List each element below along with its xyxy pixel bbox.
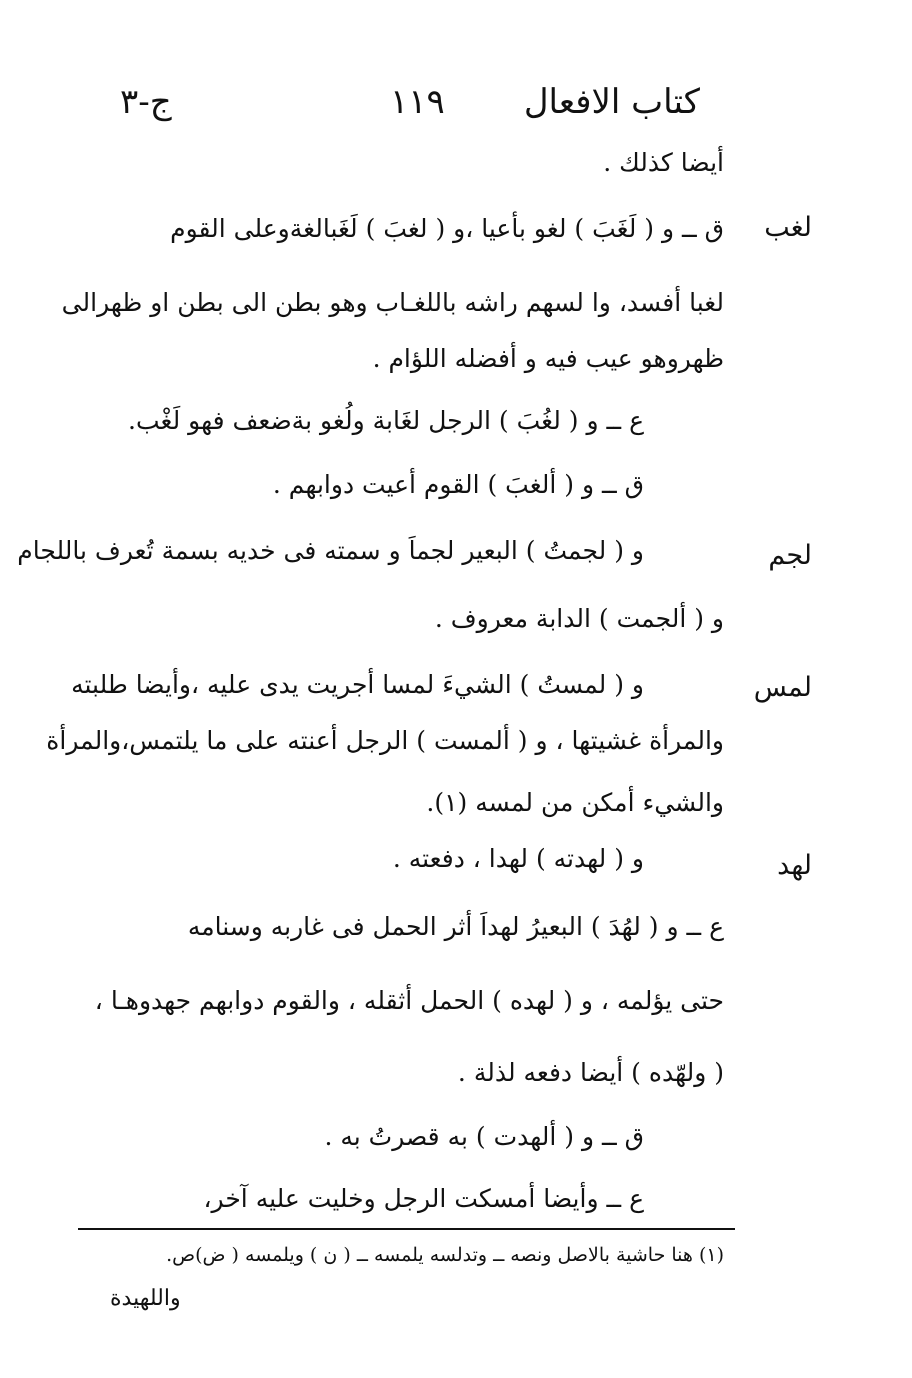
text-line: والشيء أمكن من لمسه (١). [426, 788, 724, 817]
text-line: و ( ألجمت ) الدابة معروف . [434, 604, 724, 633]
book-title: كتاب الافعال [523, 82, 700, 122]
volume-label: ج-٣ [120, 82, 172, 122]
root-word-ljm: لجم [768, 540, 812, 571]
root-word-lhd: لهد [777, 850, 812, 881]
text-line: و ( لجمتُ ) البعير لجماَ و سمته فى خديه بسمة تُعرف باللجام [17, 536, 644, 565]
text-line: و ( لمستُ ) الشيءَ لمسا أجريت يدى عليه ،وأيضا طلبته [71, 670, 644, 699]
page-number: ١١٩ [390, 82, 445, 122]
text-line: لغبا أفسد، وا لسهم راشه باللغـاب وهو بطن الى بطن او ظهرالى [61, 288, 724, 317]
text-line: ظهروهو عيب فيه و أفضله اللؤام . [372, 344, 724, 373]
footnote-rule [78, 1228, 735, 1230]
text-line: أيضا كذلك . [603, 148, 724, 177]
text-line: حتى يؤلمه ، و ( لهده ) الحمل أثقله ، والقوم دوابهم جهدوهـا ، [94, 986, 724, 1015]
root-word-lms: لمس [753, 672, 812, 703]
text-line: ع ــ و ( لهُدَ ) البعيرُ لهداَ أثر الحمل فى غاربه وسنامه [187, 912, 724, 941]
text-line: ع ــ وأيضا أمسكت الرجل وخليت عليه آخر، [203, 1184, 644, 1213]
text-line: والمرأة غشيتها ، و ( ألمست ) الرجل أعنته على ما يلتمس،والمرأة [46, 726, 724, 755]
root-word-lghb: لغب [764, 212, 812, 243]
text-line: ق ــ و ( ألهدت ) به قصرتُ به . [324, 1122, 644, 1151]
text-line: ق ــ و ( ألغبَ ) القوم أعيت دوابهم . [272, 470, 644, 499]
text-line: ع ــ و ( لغُبَ ) الرجل لغَابة ولُغو بةضعف فهو لَغْب. [128, 406, 644, 435]
footnote-text: (١) هنا حاشية بالاصل ونصه ــ وتدلسه يلمسه ــ ( ن ) ويلمسه ( ض)ص. [166, 1244, 724, 1266]
text-line: ( ولهّده ) أيضا دفعه لذلة . [457, 1058, 724, 1087]
text-line: ق ــ و ( لَغَبَ ) لغو بأعيا ،و ( لغبَ ) لَغَبالغةوعلى القوم [170, 214, 724, 243]
text-line: و ( لهدته ) لهدا ، دفعته . [392, 844, 644, 873]
footnote-catchword: واللهيدة [110, 1286, 181, 1311]
